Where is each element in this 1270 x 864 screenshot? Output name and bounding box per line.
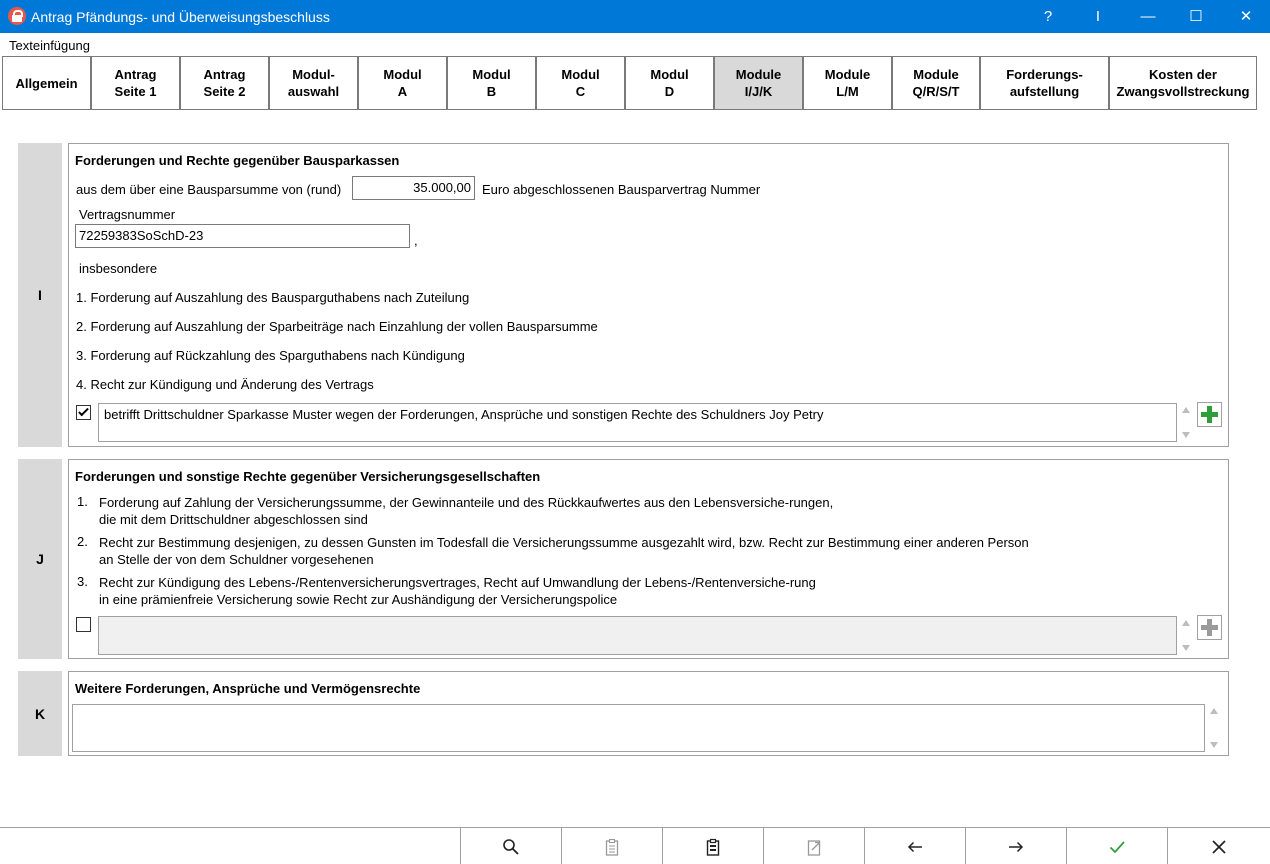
tab-kosten-zwangsvollstreckung[interactable]: Kosten der Zwangsvollstreckung: [1109, 56, 1257, 110]
scroll-up-icon: [1182, 407, 1190, 413]
arrow-left-icon: [906, 838, 924, 856]
scroll-down-icon: [1210, 742, 1218, 748]
list-item: [99, 574, 816, 608]
section-i-heading: Forderungen und Rechte gegenüber Bausparkassen: [75, 153, 400, 168]
insbesondere-label: insbesondere: [79, 261, 158, 276]
tab-forderungsaufstellung[interactable]: Forderungs- aufstellung: [980, 56, 1109, 110]
list-item-line: in eine prämienfreie Versicherung sowie Recht zur Aushändigung der Versicherungspolice: [99, 592, 618, 607]
menu-texteinfuegung[interactable]: Texteinfügung: [9, 38, 90, 53]
list-item-line: an Stelle der von dem Schuldner vorgesehenen: [99, 552, 374, 567]
app-lock-icon: [8, 7, 26, 25]
minimize-button[interactable]: —: [1140, 8, 1156, 25]
tab-antrag-seite-1[interactable]: Antrag Seite 1: [91, 56, 180, 110]
next-button[interactable]: [965, 828, 1066, 864]
text-cursor-icon[interactable]: I: [1095, 8, 1101, 25]
tab-antrag-seite-2[interactable]: Antrag Seite 2: [180, 56, 269, 110]
add-plus-button[interactable]: [1197, 402, 1222, 427]
tab-module-qrst[interactable]: Module Q/R/S/T: [892, 56, 980, 110]
title-bar: [0, 0, 1270, 33]
add-plus-button-disabled[interactable]: [1197, 615, 1222, 640]
export-button[interactable]: [763, 828, 864, 864]
tab-modul-b[interactable]: Modul B: [447, 56, 536, 110]
list-item: 3. Forderung auf Rückzahlung des Sparguthabens nach Kündigung: [76, 348, 465, 363]
tab-module-ijk[interactable]: Module I/J/K: [714, 56, 803, 110]
section-j-panel: [68, 459, 1229, 659]
section-k-heading: Weitere Forderungen, Ansprüche und Vermögensrechte: [75, 681, 421, 696]
document-button[interactable]: [662, 828, 763, 864]
section-j-textarea[interactable]: [98, 616, 1177, 655]
search-icon: [502, 838, 520, 856]
section-j-checkbox[interactable]: [76, 617, 91, 632]
clipboard-button[interactable]: [561, 828, 662, 864]
checkmark-icon: [1108, 838, 1126, 856]
list-item-line: Recht zur Bestimmung desjenigen, zu dessen Gunsten im Todesfall die Versicherungssumme ausgezahlt wird, bzw. Recht zur Bestimmung einer anderen Person: [99, 535, 1029, 550]
section-i-scrollbar[interactable]: [1179, 403, 1193, 442]
section-j-heading: Forderungen und sonstige Rechte gegenüber Versicherungsgesellschaften: [75, 469, 541, 484]
list-item: [99, 534, 1029, 568]
tab-modul-a[interactable]: Modul A: [358, 56, 447, 110]
menu-bar: [0, 33, 1270, 55]
scroll-up-icon: [1210, 708, 1218, 714]
bottom-toolbar: [0, 827, 1270, 864]
scroll-down-icon: [1182, 645, 1190, 651]
list-item-line: Recht zur Kündigung des Lebens-/Rentenversicherungsvertrages, Recht auf Umwandlung der Lebens-/Rentenversiche-rung: [99, 575, 816, 590]
close-window-button[interactable]: ✕: [1239, 8, 1253, 25]
confirm-button[interactable]: [1066, 828, 1167, 864]
export-icon: [805, 838, 823, 856]
list-number: 3.: [77, 574, 88, 589]
checkmark-icon: [78, 406, 89, 417]
section-i-checkbox[interactable]: [76, 405, 91, 420]
section-k-panel: [68, 671, 1229, 756]
list-item: [99, 494, 833, 528]
section-i-panel: [68, 143, 1229, 447]
sum-prefix-label: aus dem über eine Bausparsumme von (rund): [76, 182, 342, 197]
maximize-button[interactable]: ☐: [1189, 8, 1203, 25]
sum-suffix-label: Euro abgeschlossenen Bausparvertrag Nummer: [482, 182, 761, 197]
document-icon: [704, 838, 722, 856]
list-number: 2.: [77, 534, 88, 549]
section-i-textarea[interactable]: betrifft Drittschuldner Sparkasse Muster wegen der Forderungen, Ansprüche und sonstigen Rechte des Schuldners Joy Petry: [98, 403, 1177, 442]
list-item: 1. Forderung auf Auszahlung des Bausparguthabens nach Zuteilung: [76, 290, 470, 305]
tab-modul-d[interactable]: Modul D: [625, 56, 714, 110]
arrow-right-icon: [1007, 838, 1025, 856]
previous-button[interactable]: [864, 828, 965, 864]
section-k-label: K: [18, 671, 62, 756]
vertragsnummer-input[interactable]: 72259383SoSchD-23: [75, 224, 410, 248]
section-j-scrollbar[interactable]: [1179, 616, 1193, 655]
vertragsnummer-label: Vertragsnummer: [79, 207, 176, 222]
section-j-label: J: [18, 459, 62, 659]
help-button[interactable]: ?: [1043, 8, 1053, 25]
bausparsumme-input[interactable]: 35.000,00: [352, 176, 475, 200]
list-item: 2. Forderung auf Auszahlung der Sparbeiträge nach Einzahlung der vollen Bausparsumme: [76, 319, 598, 334]
scroll-down-icon: [1182, 432, 1190, 438]
tab-module-lm[interactable]: Module L/M: [803, 56, 892, 110]
search-button[interactable]: [460, 828, 561, 864]
section-k-textarea[interactable]: [72, 704, 1205, 752]
section-i-label: I: [18, 143, 62, 447]
comma-text: ,: [414, 233, 418, 248]
close-icon: [1210, 838, 1228, 856]
tab-modul-c[interactable]: Modul C: [536, 56, 625, 110]
list-item-line: Forderung auf Zahlung der Versicherungssumme, der Gewinnanteile und des Rückkaufwertes aus den Lebensversiche-rungen,: [99, 495, 834, 510]
list-item: 4. Recht zur Kündigung und Änderung des Vertrags: [76, 377, 374, 392]
window-title: Antrag Pfändungs- und Überweisungsbeschluss: [31, 9, 330, 25]
section-k-scrollbar[interactable]: [1207, 704, 1221, 752]
cancel-button[interactable]: [1167, 828, 1270, 864]
list-item-line: die mit dem Drittschuldner abgeschlossen sind: [99, 512, 368, 527]
tab-modulauswahl[interactable]: Modul- auswahl: [269, 56, 358, 110]
clipboard-icon: [603, 838, 621, 856]
list-number: 1.: [77, 494, 88, 509]
tab-allgemein[interactable]: Allgemein: [2, 56, 91, 110]
scroll-up-icon: [1182, 620, 1190, 626]
